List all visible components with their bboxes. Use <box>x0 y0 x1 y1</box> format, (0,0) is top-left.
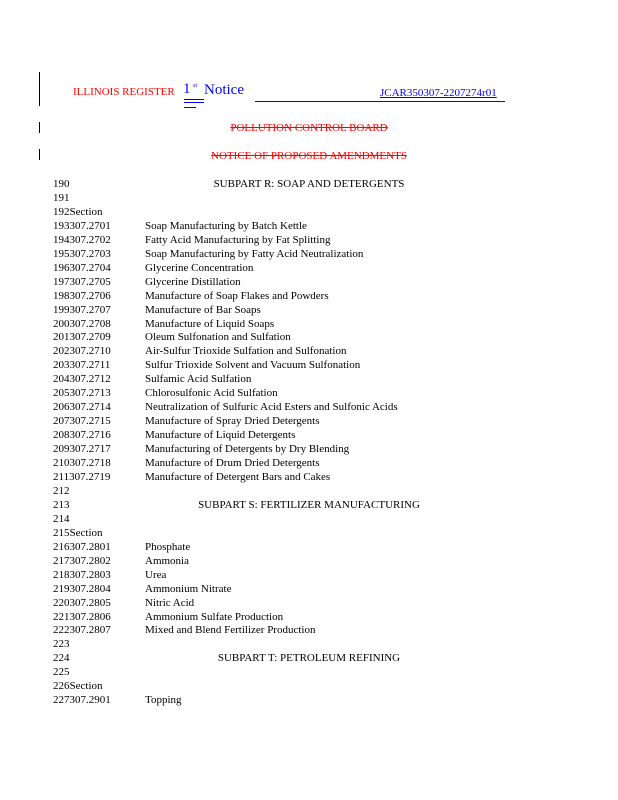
underline-mark <box>184 107 196 108</box>
section-code: 307.2701 <box>69 219 111 232</box>
line-number: 216307.2801 <box>53 540 111 553</box>
table-row <box>0 498 618 512</box>
section-title: Ammonium Nitrate <box>145 582 232 595</box>
line-number: 224 <box>53 652 70 665</box>
line-number: 202307.2710 <box>53 345 111 358</box>
line-number: 226Section <box>53 680 103 693</box>
table-row <box>0 275 618 289</box>
table-row <box>0 205 618 219</box>
section-title: Manufacturing of Detergents by Dry Blending <box>145 443 350 456</box>
section-code: 307.2710 <box>69 345 111 358</box>
section-title: Fatty Acid Manufacturing by Fat Splitting <box>145 233 331 246</box>
section-code: Section <box>69 205 103 218</box>
line-number: 191 <box>53 191 70 204</box>
section-code: 307.2709 <box>69 331 111 344</box>
section-code: 307.2715 <box>69 415 111 428</box>
section-code: 307.2706 <box>69 289 111 302</box>
table-row <box>0 247 618 261</box>
notice-type: NOTICE OF PROPOSED AMENDMENTS <box>211 150 407 162</box>
line-number: 218307.2803 <box>53 568 111 581</box>
line-number: 220307.2805 <box>53 596 111 609</box>
section-title: Sulfamic Acid Sulfation <box>145 373 252 386</box>
line-number: 205307.2713 <box>53 387 111 400</box>
table-row <box>0 554 618 568</box>
section-code: Section <box>69 526 103 539</box>
section-title: Sulfur Trioxide Solvent and Vacuum Sulfonation <box>145 359 361 372</box>
section-title: Nitric Acid <box>145 596 195 609</box>
section-title: Topping <box>145 694 182 707</box>
table-row <box>0 414 618 428</box>
section-title: Chlorosulfonic Acid Sulfation <box>145 387 278 400</box>
section-title: Manufacture of Bar Soaps <box>145 303 261 316</box>
section-title: Ammonia <box>145 554 189 567</box>
section-code: 307.2801 <box>69 540 111 553</box>
line-number: 201307.2709 <box>53 331 111 344</box>
table-row <box>0 386 618 400</box>
table-row <box>0 693 618 707</box>
section-title: Oleum Sulfonation and Sulfation <box>145 331 291 344</box>
line-number: 195307.2703 <box>53 247 111 260</box>
line-number: 193307.2701 <box>53 219 111 232</box>
table-row <box>0 191 618 205</box>
line-number: 192Section <box>53 205 103 218</box>
line-number: 207307.2715 <box>53 415 111 428</box>
header-underline <box>255 101 505 102</box>
issue-number: 1 <box>183 81 191 97</box>
table-row <box>0 177 618 191</box>
section-title: Manufacture of Spray Dried Detergents <box>145 415 320 428</box>
line-number: 213 <box>53 498 70 511</box>
table-row <box>0 596 618 610</box>
line-number: 215Section <box>53 526 103 539</box>
section-title: Ammonium Sulfate Production <box>145 610 284 623</box>
table-row <box>0 623 618 637</box>
section-code: 307.2702 <box>69 233 111 246</box>
section-title: Glycerine Distillation <box>145 275 241 288</box>
section-code: 307.2712 <box>69 373 111 386</box>
line-number: 197307.2705 <box>53 275 111 288</box>
table-row <box>0 651 618 665</box>
table-row <box>0 358 618 372</box>
section-code: 307.2713 <box>69 387 111 400</box>
section-code: 307.2716 <box>69 429 111 442</box>
line-number: 209307.2717 <box>53 443 111 456</box>
line-number: 212 <box>53 484 70 497</box>
table-row <box>0 303 618 317</box>
section-code: 307.2804 <box>69 582 111 595</box>
line-number: 203307.2711 <box>53 359 111 372</box>
subpart-heading: SUBPART T: PETROLEUM REFINING <box>217 652 401 665</box>
line-number: 196307.2704 <box>53 261 111 274</box>
table-row <box>0 233 618 247</box>
section-title: Neutralization of Sulfuric Acid Esters and Sulfonic Acids <box>145 401 398 414</box>
line-number: 221307.2806 <box>53 610 111 623</box>
subpart-heading: SUBPART S: FERTILIZER MANUFACTURING <box>198 498 420 511</box>
section-code: 307.2705 <box>69 275 111 288</box>
jcar-code: JCAR350307-2207274r01 <box>380 87 497 99</box>
underline-mark <box>184 99 204 100</box>
section-title: Manufacture of Detergent Bars and Cakes <box>145 470 331 483</box>
underline-mark <box>184 102 204 103</box>
table-row <box>0 526 618 540</box>
table-row <box>0 261 618 275</box>
table-row <box>0 512 618 526</box>
section-code: 307.2901 <box>69 694 111 707</box>
notice-label: Notice <box>204 82 244 98</box>
line-number: 199307.2707 <box>53 303 111 316</box>
table-row <box>0 372 618 386</box>
line-number: 208307.2716 <box>53 429 111 442</box>
change-bar <box>39 72 40 106</box>
section-title: Soap Manufacturing by Fatty Acid Neutralization <box>145 247 364 260</box>
section-code: 307.2703 <box>69 247 111 260</box>
section-title: Mixed and Blend Fertilizer Production <box>145 624 316 637</box>
section-title: Manufacture of Soap Flakes and Powders <box>145 289 329 302</box>
table-row <box>0 428 618 442</box>
table-row <box>0 540 618 554</box>
section-code: 307.2718 <box>69 457 111 469</box>
line-number: 194307.2702 <box>53 233 111 246</box>
section-title: Air-Sulfur Trioxide Sulfation and Sulfonation <box>145 345 347 358</box>
register-name: ILLINOIS REGISTER <box>73 86 175 98</box>
section-title: Soap Manufacturing by Batch Kettle <box>145 219 307 232</box>
line-number: 219307.2804 <box>53 582 111 595</box>
section-code: Section <box>69 680 103 693</box>
table-row <box>0 665 618 679</box>
table-row <box>0 330 618 344</box>
line-number: 211307.2719 <box>53 470 111 483</box>
table-row <box>0 317 618 331</box>
subpart-heading: SUBPART R: SOAP AND DETERGENTS <box>213 178 405 190</box>
table-row <box>0 442 618 456</box>
table-row <box>0 582 618 596</box>
section-code: 307.2802 <box>69 554 111 567</box>
section-code: 307.2711 <box>69 359 111 372</box>
section-code: 307.2708 <box>69 317 111 330</box>
issue-suffix: st <box>193 83 198 89</box>
line-number: 225 <box>53 666 70 679</box>
table-row <box>0 470 618 484</box>
table-row <box>0 568 618 582</box>
line-number: 217307.2802 <box>53 554 111 567</box>
table-row <box>0 610 618 624</box>
section-code: 307.2704 <box>69 261 111 274</box>
line-number: 210307.2718 <box>53 457 111 469</box>
section-code: 307.2807 <box>69 624 111 637</box>
table-row <box>0 400 618 414</box>
table-row <box>0 484 618 498</box>
line-number: 198307.2706 <box>53 289 111 302</box>
table-row <box>0 344 618 358</box>
line-number: 190 <box>53 178 70 190</box>
section-title: Glycerine Concentration <box>145 261 254 274</box>
section-title: Manufacture of Drum Dried Detergents <box>145 457 320 469</box>
section-code: 307.2719 <box>69 470 111 483</box>
section-title: Manufacture of Liquid Detergents <box>145 429 296 442</box>
line-number: 204307.2712 <box>53 373 111 386</box>
section-title: Manufacture of Liquid Soaps <box>145 317 275 330</box>
table-row <box>0 679 618 693</box>
line-number: 200307.2708 <box>53 317 111 330</box>
line-number: 222307.2807 <box>53 624 111 637</box>
line-number: 227307.2901 <box>53 694 111 707</box>
line-number: 214 <box>53 512 70 525</box>
section-code: 307.2714 <box>69 401 111 414</box>
section-title: Phosphate <box>145 540 191 553</box>
section-code: 307.2803 <box>69 568 111 581</box>
table-row <box>0 289 618 303</box>
section-title: Urea <box>145 568 167 581</box>
section-code: 307.2805 <box>69 596 111 609</box>
line-number: 206307.2714 <box>53 401 111 414</box>
section-code: 307.2717 <box>69 443 111 456</box>
section-code: 307.2707 <box>69 303 111 316</box>
table-row <box>0 219 618 233</box>
table-row <box>0 637 618 651</box>
line-number: 223 <box>53 638 70 651</box>
table-row <box>0 456 618 470</box>
board-title: POLLUTION CONTROL BOARD <box>230 122 388 134</box>
section-code: 307.2806 <box>69 610 111 623</box>
